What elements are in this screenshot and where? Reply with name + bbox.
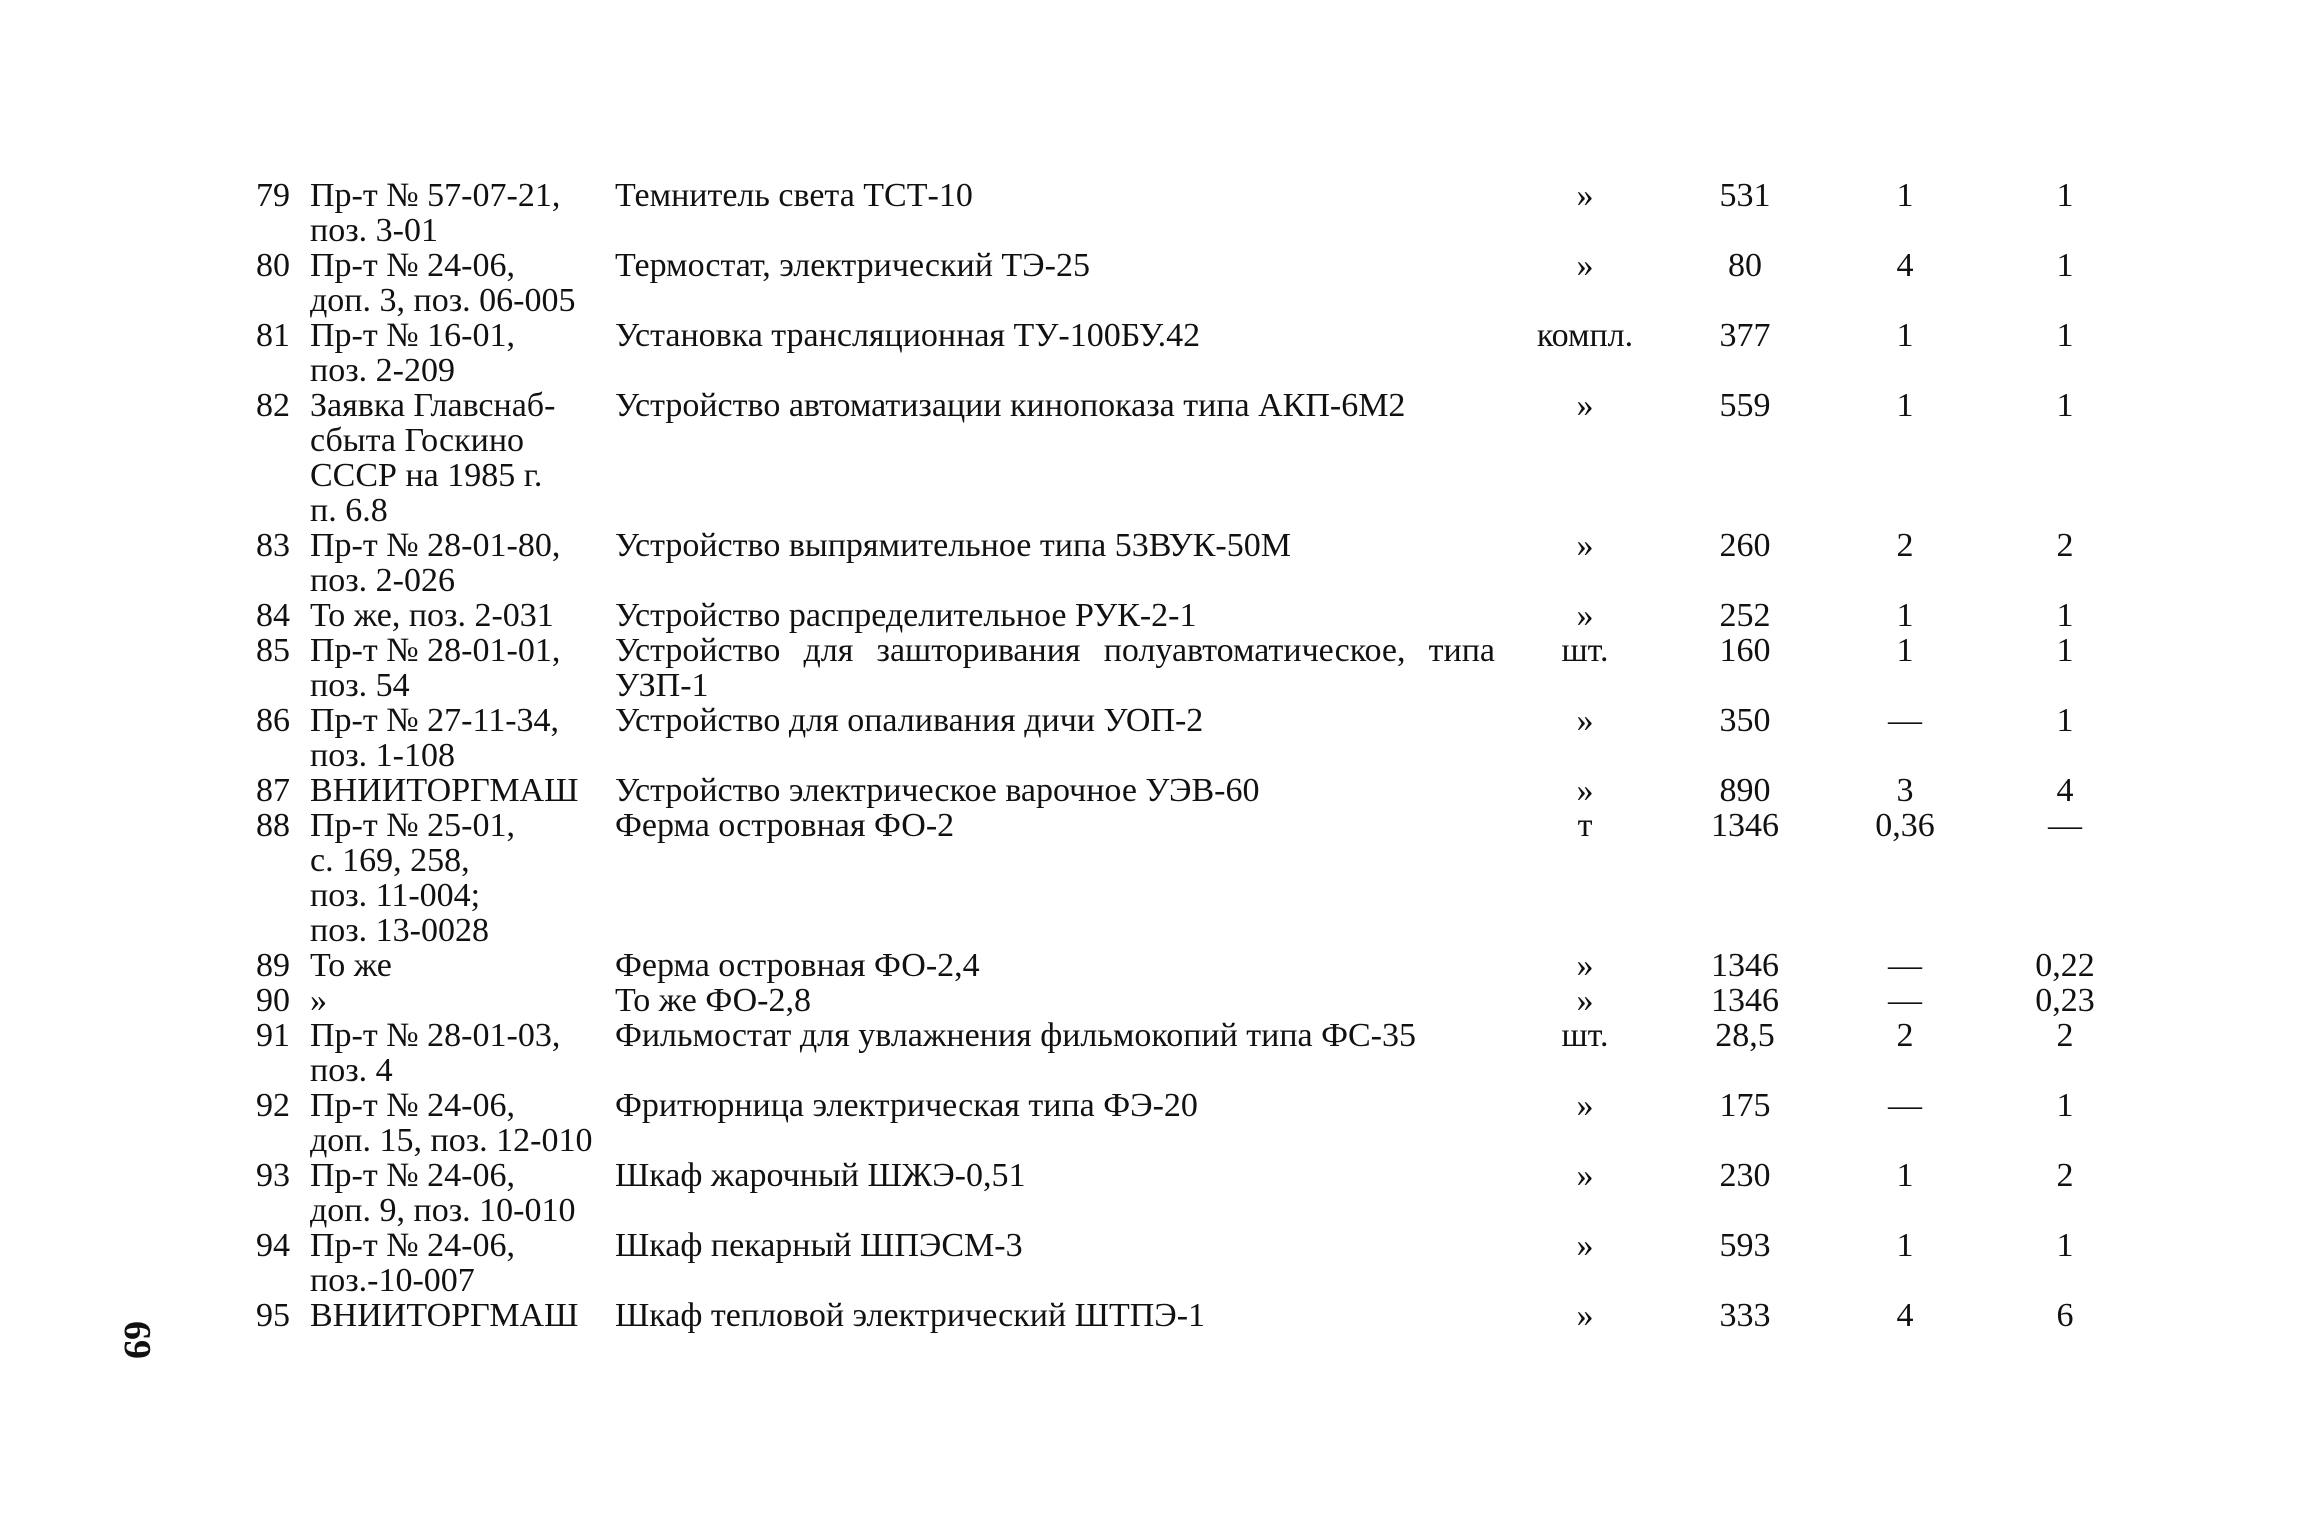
price: 1346	[1711, 947, 1779, 984]
row-number: 85	[256, 632, 290, 669]
row-number: 90	[256, 982, 290, 1019]
source-reference	[300, 598, 605, 633]
source-reference	[300, 983, 605, 1018]
equipment-name: Шкаф пекарный ШПЭСМ-3	[615, 1227, 1023, 1264]
quantity-2: 2	[2056, 1017, 2074, 1054]
quantity-1: 1	[1896, 317, 1914, 354]
unit-of-measure: шт.	[1561, 632, 1609, 669]
quantity-2: 1	[2056, 1087, 2074, 1124]
source-reference-line: поз. 11-004;	[310, 877, 481, 914]
quantity-2: 0,22	[2035, 947, 2095, 984]
source-reference-line: Пр-т № 28-01-01,	[310, 632, 561, 669]
equipment-name: Устройство выпрямительное типа 53ВУК-50М	[615, 527, 1291, 564]
source-reference-line: Пр-т № 24-06,	[310, 1227, 515, 1264]
equipment-name: Устройство распределительное РУК-2-1	[615, 597, 1197, 634]
quantity-1: 1	[1896, 597, 1914, 634]
row-number: 94	[256, 1227, 290, 1264]
source-reference-line: поз. 3-01	[310, 212, 438, 249]
equipment-name: Ферма островная ФО-2,4	[615, 947, 980, 984]
table-row	[200, 773, 2145, 808]
quantity-1: 1	[1896, 387, 1914, 424]
unit-of-measure: шт.	[1561, 1017, 1609, 1054]
source-reference-line: Пр-т № 24-06,	[310, 1087, 515, 1124]
equipment-name: Фритюрница электрическая типа ФЭ-20	[615, 1087, 1198, 1124]
table-row	[200, 178, 2145, 248]
price: 175	[1719, 1087, 1771, 1124]
quantity-2: 4	[2056, 772, 2074, 809]
equipment-name: Шкаф жарочный ШЖЭ-0,51	[615, 1157, 1026, 1194]
quantity-1: 1	[1896, 1157, 1914, 1194]
quantity-2: 0,23	[2035, 982, 2095, 1019]
quantity-1: 2	[1896, 527, 1914, 564]
unit-of-measure: »	[1576, 387, 1594, 424]
source-reference-line: п. 6.8	[310, 492, 388, 529]
source-reference-line: Пр-т № 57-07-21,	[310, 177, 561, 214]
price: 559	[1719, 387, 1771, 424]
quantity-2: 1	[2056, 597, 2074, 634]
equipment-name: То же ФО-2,8	[615, 982, 811, 1019]
source-reference-line: То же, поз. 2-031	[310, 597, 554, 634]
table-row	[200, 1018, 2145, 1088]
table-row	[200, 248, 2145, 318]
source-reference-line: доп. 3, поз. 06-005	[310, 282, 576, 319]
source-reference-line: Пр-т № 24-06,	[310, 247, 515, 284]
source-reference-line: То же	[310, 947, 392, 984]
unit-of-measure: »	[1576, 597, 1594, 634]
quantity-2: —	[2048, 807, 2082, 844]
quantity-1: —	[1888, 982, 1922, 1019]
row-number: 80	[256, 247, 290, 284]
source-reference-line: поз. 2-209	[310, 352, 455, 389]
row-number: 95	[256, 1297, 290, 1334]
source-reference-line: поз. 4	[310, 1052, 393, 1089]
unit-of-measure: »	[1576, 1087, 1594, 1124]
quantity-1: 2	[1896, 1017, 1914, 1054]
price: 1346	[1711, 807, 1779, 844]
source-reference	[300, 808, 605, 948]
quantity-2: 1	[2056, 632, 2074, 669]
source-reference-line: поз. 54	[310, 667, 410, 704]
equipment-name: Шкаф тепловой электрический ШТПЭ-1	[615, 1297, 1206, 1334]
source-reference	[300, 703, 605, 773]
source-reference	[300, 1088, 605, 1158]
price: 350	[1719, 702, 1771, 739]
quantity-1: 1	[1896, 1227, 1914, 1264]
row-number: 82	[256, 387, 290, 424]
price: 230	[1719, 1157, 1771, 1194]
source-reference-line: поз. 1-108	[310, 737, 455, 774]
row-number: 88	[256, 807, 290, 844]
source-reference-line: поз. 13-0028	[310, 912, 489, 949]
equipment-table	[200, 178, 2145, 1333]
source-reference-line: Пр-т № 25-01,	[310, 807, 515, 844]
source-reference	[300, 1228, 605, 1298]
table-row	[200, 1158, 2145, 1228]
source-reference	[300, 1158, 605, 1228]
row-number: 83	[256, 527, 290, 564]
quantity-1: 1	[1896, 632, 1914, 669]
equipment-name: Устройство для опаливания дичи УОП-2	[615, 702, 1204, 739]
unit-of-measure: »	[1576, 247, 1594, 284]
table-row	[200, 598, 2145, 633]
table-row	[200, 983, 2145, 1018]
row-number: 92	[256, 1087, 290, 1124]
equipment-name: Устройство для зашторивания полуавтоматическое, типа УЗП-1	[615, 632, 1495, 704]
source-reference-line: СССР на 1985 г.	[310, 457, 543, 494]
table-row	[200, 948, 2145, 983]
row-number: 86	[256, 702, 290, 739]
quantity-1: —	[1888, 702, 1922, 739]
quantity-1: —	[1888, 1087, 1922, 1124]
equipment-name: Устройство электрическое варочное УЭВ-60	[615, 772, 1260, 809]
table-row	[200, 1298, 2145, 1333]
source-reference	[300, 1018, 605, 1088]
quantity-2: 1	[2056, 702, 2074, 739]
unit-of-measure: »	[1576, 527, 1594, 564]
page-number: 69	[116, 1321, 158, 1359]
table-body	[200, 178, 2145, 1333]
price: 28,5	[1715, 1017, 1775, 1054]
source-reference-line: Пр-т № 28-01-80,	[310, 527, 561, 564]
table-row	[200, 703, 2145, 773]
quantity-2: 6	[2056, 1297, 2074, 1334]
quantity-2: 1	[2056, 317, 2074, 354]
source-reference	[300, 528, 605, 598]
quantity-2: 1	[2056, 177, 2074, 214]
source-reference	[300, 318, 605, 388]
source-reference-line: сбыта Госкино	[310, 422, 525, 459]
table-row	[200, 1228, 2145, 1298]
row-number: 87	[256, 772, 290, 809]
quantity-1: 4	[1896, 1297, 1914, 1334]
price: 531	[1719, 177, 1771, 214]
source-reference-line: Пр-т № 27-11-34,	[310, 702, 560, 739]
quantity-1: 0,36	[1875, 807, 1935, 844]
row-number: 91	[256, 1017, 290, 1054]
equipment-name: Темнитель света ТСТ-10	[615, 177, 973, 214]
price: 377	[1719, 317, 1771, 354]
row-number: 93	[256, 1157, 290, 1194]
unit-of-measure: компл.	[1536, 317, 1634, 354]
source-reference-line: Заявка Главснаб-	[310, 387, 556, 424]
unit-of-measure: т	[1577, 807, 1593, 844]
unit-of-measure: »	[1576, 772, 1594, 809]
source-reference-line: ВНИИТОРГМАШ	[310, 772, 579, 809]
quantity-1: 4	[1896, 247, 1914, 284]
source-reference-line: с. 169, 258,	[310, 842, 470, 879]
quantity-2: 1	[2056, 387, 2074, 424]
table-row	[200, 528, 2145, 598]
price: 80	[1728, 247, 1762, 284]
source-reference-line: Пр-т № 28-01-03,	[310, 1017, 561, 1054]
equipment-name: Установка трансляционная ТУ-100БУ.42	[615, 317, 1201, 354]
source-reference	[300, 248, 605, 318]
source-reference	[300, 178, 605, 248]
unit-of-measure: »	[1576, 982, 1594, 1019]
table-row	[200, 1088, 2145, 1158]
equipment-name: Ферма островная ФО-2	[615, 807, 955, 844]
table-row	[200, 808, 2145, 948]
source-reference-line: Пр-т № 24-06,	[310, 1157, 515, 1194]
unit-of-measure: »	[1576, 947, 1594, 984]
price: 260	[1719, 527, 1771, 564]
source-reference-line: ВНИИТОРГМАШ	[310, 1297, 579, 1334]
quantity-2: 2	[2056, 1157, 2074, 1194]
source-reference	[300, 633, 605, 703]
row-number: 81	[256, 317, 290, 354]
row-number: 89	[256, 947, 290, 984]
quantity-2: 2	[2056, 527, 2074, 564]
equipment-name: Фильмостат для увлажнения фильмокопий типа ФС-35	[615, 1017, 1416, 1054]
price: 890	[1719, 772, 1771, 809]
table-row	[200, 633, 2145, 703]
source-reference-line: поз. 2-026	[310, 562, 455, 599]
equipment-name: Термостат, электрический ТЭ-25	[615, 247, 1090, 284]
equipment-name: Устройство автоматизации кинопоказа типа АКП-6М2	[615, 387, 1406, 424]
quantity-1: —	[1888, 947, 1922, 984]
row-number: 79	[256, 177, 290, 214]
source-reference	[300, 773, 605, 808]
unit-of-measure: »	[1576, 1227, 1594, 1264]
table-row	[200, 388, 2145, 528]
source-reference	[300, 1298, 605, 1333]
source-reference-line: доп. 9, поз. 10-010	[310, 1192, 576, 1229]
quantity-1: 3	[1896, 772, 1914, 809]
source-reference-line: »	[310, 982, 327, 1019]
source-reference-line: Пр-т № 16-01,	[310, 317, 515, 354]
price: 1346	[1711, 982, 1779, 1019]
price: 593	[1719, 1227, 1771, 1264]
unit-of-measure: »	[1576, 1297, 1594, 1334]
source-reference-line: поз.-10-007	[310, 1262, 475, 1299]
price: 160	[1719, 632, 1771, 669]
source-reference-line: доп. 15, поз. 12-010	[310, 1122, 593, 1159]
source-reference	[300, 388, 605, 528]
quantity-2: 1	[2056, 1227, 2074, 1264]
unit-of-measure: »	[1576, 1157, 1594, 1194]
price: 252	[1719, 597, 1771, 634]
unit-of-measure: »	[1576, 702, 1594, 739]
source-reference	[300, 948, 605, 983]
quantity-2: 1	[2056, 247, 2074, 284]
quantity-1: 1	[1896, 177, 1914, 214]
unit-of-measure: »	[1576, 177, 1594, 214]
table-row	[200, 318, 2145, 388]
row-number: 84	[256, 597, 290, 634]
price: 333	[1719, 1297, 1771, 1334]
